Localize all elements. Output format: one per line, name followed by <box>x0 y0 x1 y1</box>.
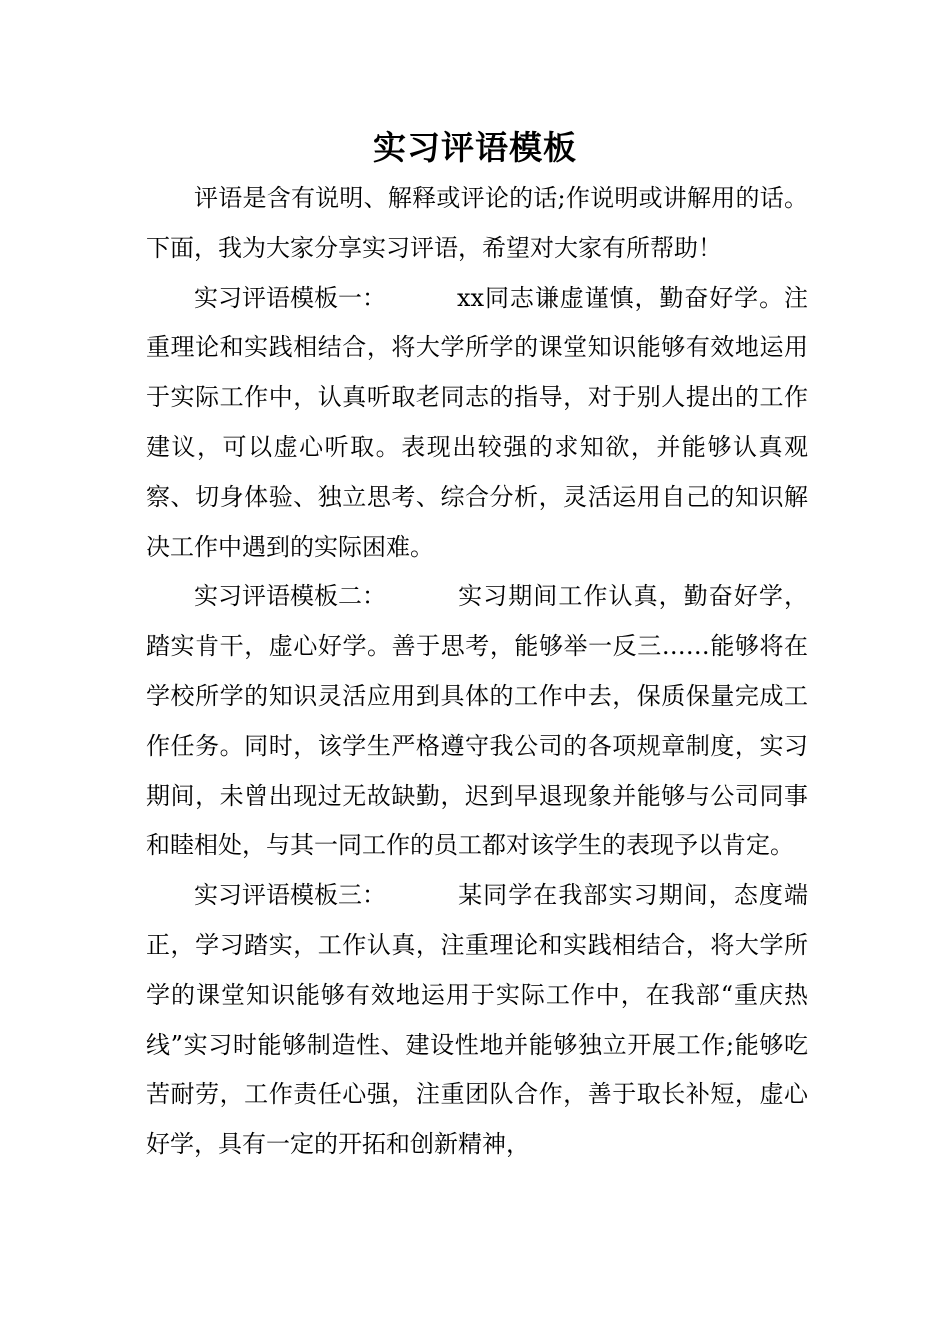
section-text: xx同志谦虚谨慎，勤奋好学。注重理论和实践相结合，将大学所学的课堂知识能够有效地运用于实际工作中，认真听取老同志的指导，对于别人提出的工作建议，可以虚心听取。表现出较强的求知欲，并能够认真观察、切身体验、独立思考、综合分析，灵活运用自己的知识解决工作中遇到的实际困难。 <box>146 283 808 561</box>
section-heading: 实习评语模板二： <box>194 582 386 611</box>
section-heading: 实习评语模板一： <box>194 283 386 312</box>
document-body <box>146 174 808 1170</box>
section-paragraph <box>146 871 808 1170</box>
section-heading: 实习评语模板三： <box>194 881 386 910</box>
section-paragraph <box>146 572 808 871</box>
section-text: 实习期间工作认真，勤奋好学，踏实肯干，虚心好学。善于思考，能够举一反三……能够将在学校所学的知识灵活应用到具体的工作中去，保质保量完成工作任务。同时，该学生严格遵守我公司的各项规章制度，实习期间，未曾出现过无故缺勤，迟到早退现象并能够与公司同事和睦相处，与其一同工作的员工都对该学生的表现予以肯定。 <box>146 582 808 860</box>
section-paragraph <box>146 274 808 573</box>
section-text: 某同学在我部实习期间，态度端正，学习踏实，工作认真，注重理论和实践相结合，将大学所学的课堂知识能够有效地运用于实际工作中，在我部“重庆热线”实习时能够制造性、建设性地并能够独立开展工作;能够吃苦耐劳，工作责任心强，注重团队合作，善于取长补短，虚心好学，具有一定的开拓和创新精神， <box>146 881 808 1159</box>
intro-paragraph: 评语是含有说明、解释或评论的话;作说明或讲解用的话。下面，我为大家分享实习评语，希望对大家有所帮助！ <box>146 184 808 262</box>
document-title: 实习评语模板 <box>373 128 577 167</box>
